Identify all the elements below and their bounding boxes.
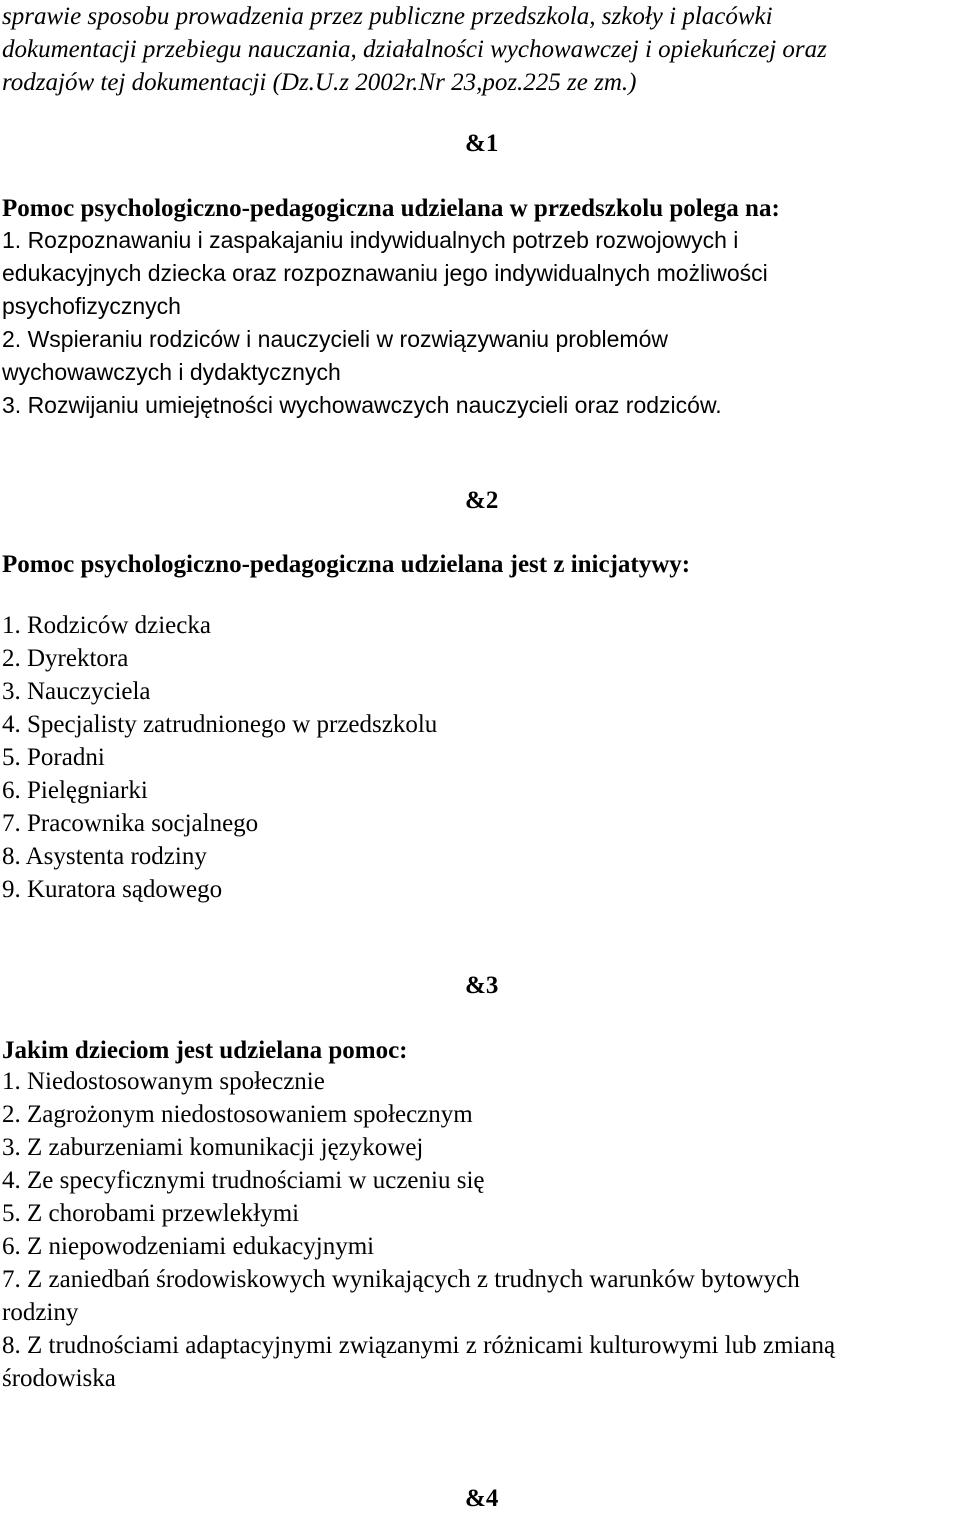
section-3-item-1: 1. Niedostosowanym społecznie (2, 1068, 325, 1095)
section-1-line-1: 1. Rozpoznawaniu i zaspakajaniu indywidualnych potrzeb rozwojowych i (2, 227, 739, 253)
section-3-item-8: 8. Z trudnościami adaptacyjnymi związanymi z różnicami kulturowymi lub zmianą (2, 1332, 836, 1359)
section-2-item-7: 7. Pracownika socjalnego (2, 810, 259, 837)
section-3-item-3: 3. Z zaburzeniami komunikacji językowej (2, 1134, 424, 1161)
section-3-item-2: 2. Zagrożonym niedostosowaniem społecznym (2, 1101, 473, 1128)
section-2-item-8: 8. Asystenta rodziny (2, 843, 207, 870)
section-3-item-7-cont: rodziny (2, 1299, 79, 1326)
section-1-heading: Pomoc psychologiczno-pedagogiczna udzielana w przedszkolu polega na: (2, 195, 780, 222)
section-1-mark: &1 (465, 130, 499, 157)
section-2-mark: &2 (465, 487, 499, 514)
section-1-line-4: 2. Wspieraniu rodziców i nauczycieli w rozwiązywaniu problemów (2, 326, 668, 352)
section-3-item-6: 6. Z niepowodzeniami edukacyjnymi (2, 1233, 375, 1260)
intro-line-1: sprawie sposobu prowadzenia przez publiczne przedszkola, szkoły i placówki (2, 3, 773, 30)
section-2-item-1: 1. Rodziców dziecka (2, 612, 211, 639)
section-3-item-8-cont: środowiska (2, 1365, 116, 1392)
section-3-item-5: 5. Z chorobami przewlekłymi (2, 1200, 300, 1227)
section-2-item-5: 5. Poradni (2, 744, 105, 771)
intro-line-2: dokumentacji przebiegu nauczania, działalności wychowawczej i opiekuńczej oraz (2, 36, 827, 63)
section-3-item-4: 4. Ze specyficznymi trudnościami w uczeniu się (2, 1167, 485, 1194)
section-1-line-6: 3. Rozwijaniu umiejętności wychowawczych nauczycieli oraz rodziców. (2, 392, 722, 418)
section-2-item-3: 3. Nauczyciela (2, 678, 151, 705)
section-3-heading: Jakim dzieciom jest udzielana pomoc: (2, 1037, 408, 1064)
section-2-item-6: 6. Pielęgniarki (2, 777, 148, 804)
section-2-heading: Pomoc psychologiczno-pedagogiczna udzielana jest z inicjatywy: (2, 551, 691, 578)
section-4-mark: &4 (465, 1485, 499, 1512)
section-2-item-2: 2. Dyrektora (2, 645, 129, 672)
section-2-item-9: 9. Kuratora sądowego (2, 876, 223, 903)
section-1-line-5: wychowawczych i dydaktycznych (2, 359, 341, 385)
section-2-item-4: 4. Specjalisty zatrudnionego w przedszkolu (2, 711, 438, 738)
intro-line-3: rodzajów tej dokumentacji (Dz.U.z 2002r.Nr 23,poz.225 ze zm.) (2, 69, 637, 96)
section-3-item-7: 7. Z zaniedbań środowiskowych wynikających z trudnych warunków bytowych (2, 1266, 800, 1293)
section-1-line-3: psychofizycznych (2, 293, 181, 319)
section-3-mark: &3 (465, 972, 499, 999)
section-1-line-2: edukacyjnych dziecka oraz rozpoznawaniu jego indywidualnych możliwości (2, 260, 768, 286)
